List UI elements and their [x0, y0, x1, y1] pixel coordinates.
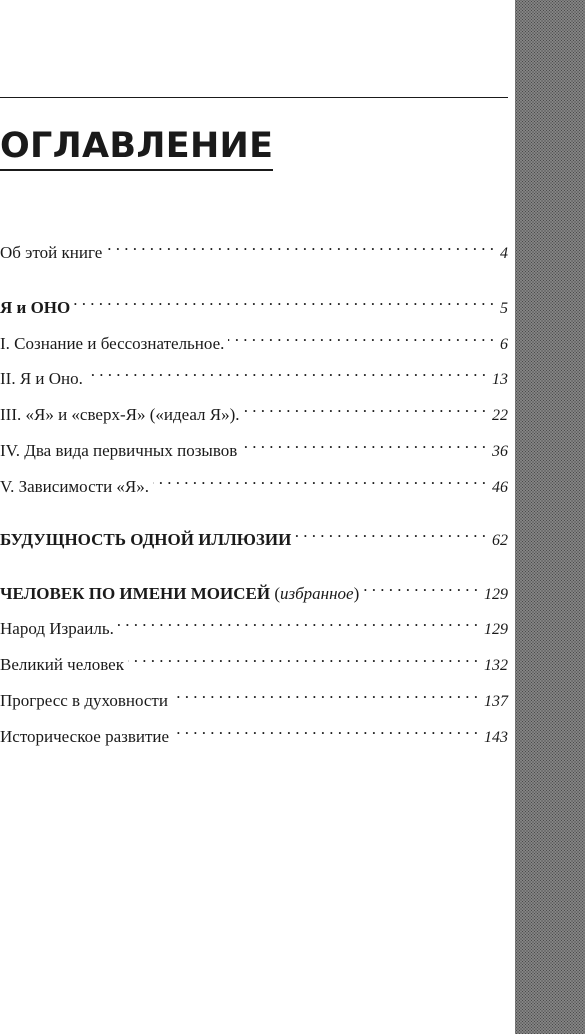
- toc-entry-title: Я и ОНО: [0, 298, 71, 317]
- dot-leader: [244, 394, 486, 420]
- top-rule-divider: [0, 97, 508, 98]
- toc-entry-page: 129: [484, 586, 508, 603]
- toc-entry-title: Великий человек: [0, 655, 124, 674]
- toc-entry-page: 13: [492, 371, 508, 388]
- toc-entry-about-book[interactable]: [0, 232, 508, 262]
- dot-leader: [228, 323, 494, 349]
- toc-entry-page: 143: [484, 729, 508, 746]
- toc-entry-people-of-israel[interactable]: [0, 608, 508, 638]
- toc-entry-title: Народ Израиль.: [0, 619, 114, 638]
- toc-entry-spiritual-progress[interactable]: [0, 680, 508, 710]
- page-title: ОГЛАВЛЕНИЕ: [0, 126, 273, 171]
- toc-entry-page: 62: [492, 532, 508, 549]
- dot-leader: [106, 232, 494, 258]
- toc-entry-title: I. Сознание и бессознательное.: [0, 334, 225, 353]
- toc-entry-page: 36: [492, 443, 508, 460]
- toc-entry-great-man[interactable]: [0, 644, 508, 674]
- toc-entry-page: 5: [500, 300, 508, 317]
- dot-leader: [74, 287, 494, 313]
- toc-entry-title: IV. Два вида первичных позывов: [0, 441, 238, 460]
- toc-entry-ego-and-id[interactable]: [0, 287, 508, 317]
- toc-entry-chapter-1[interactable]: [0, 323, 508, 353]
- toc-entry-page: 46: [492, 479, 508, 496]
- toc-entry-page: 6: [500, 336, 508, 353]
- toc-entry-historical-development[interactable]: [0, 716, 508, 746]
- toc-entry-title: Прогресс в духовности: [0, 691, 168, 710]
- dot-leader: [172, 680, 478, 706]
- toc-entry-moses[interactable]: [0, 573, 508, 603]
- toc-entry-future-of-illusion[interactable]: [0, 519, 508, 549]
- toc-entry-page: 4: [500, 245, 508, 262]
- toc-entry-title: Об этой книге: [0, 243, 103, 262]
- toc-entry-chapter-2[interactable]: [0, 358, 508, 388]
- toc-entry-title: II. Я и Оно.: [0, 369, 83, 388]
- halftone-page-edge: [515, 0, 585, 1034]
- toc-entry-title: Историческое развитие: [0, 727, 170, 746]
- toc-entry-page: 132: [484, 657, 508, 674]
- dot-leader: [118, 608, 478, 634]
- toc-entry-chapter-5[interactable]: [0, 466, 508, 496]
- toc-entry-title: БУДУЩНОСТЬ ОДНОЙ ИЛЛЮЗИИ: [0, 530, 292, 549]
- dot-leader: [87, 358, 486, 384]
- dot-leader: [173, 716, 478, 742]
- toc-entry-chapter-4[interactable]: [0, 430, 508, 460]
- toc-entry-page: 137: [484, 693, 508, 710]
- dot-leader: [241, 430, 486, 456]
- toc-entry-page: 22: [492, 407, 508, 424]
- toc-entry-chapter-3[interactable]: [0, 394, 508, 424]
- dot-leader: [363, 573, 478, 599]
- toc-entry-page: 129: [484, 621, 508, 638]
- dot-leader: [128, 644, 478, 670]
- toc-entry-title: ЧЕЛОВЕК ПО ИМЕНИ МОИСЕЙ (избранное): [0, 584, 360, 603]
- dot-leader: [295, 519, 486, 545]
- toc-entry-title: III. «Я» и «сверх-Я» («идеал Я»).: [0, 405, 240, 424]
- toc-entry-title: V. Зависимости «Я».: [0, 477, 150, 496]
- dot-leader: [153, 466, 486, 492]
